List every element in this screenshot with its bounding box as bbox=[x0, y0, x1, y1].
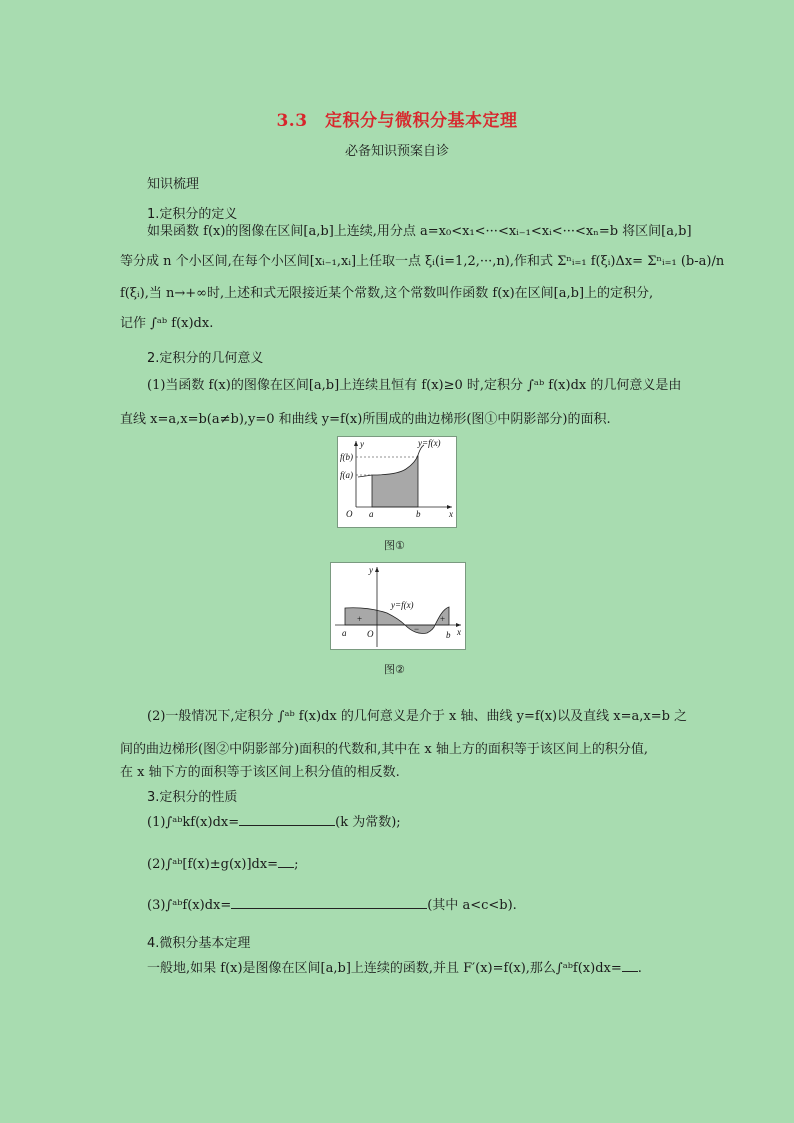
fig1-curve-label: y=f(x) bbox=[418, 438, 441, 448]
prop-1-suffix: (k 为常数); bbox=[335, 815, 401, 830]
fig2-tick-b: b bbox=[446, 630, 451, 640]
section-label: 知识梳理 bbox=[147, 177, 200, 192]
fig2-minus: − bbox=[414, 624, 420, 634]
figure-1-graph bbox=[338, 437, 456, 527]
prop-3-blank[interactable] bbox=[231, 895, 427, 909]
figure-2-graph bbox=[331, 563, 465, 649]
fig2-shaded-area-1 bbox=[345, 608, 405, 625]
prop-2-prefix: (2)∫ᵃᵇ[f(x)±g(x)]dx= bbox=[147, 857, 279, 872]
fig2-x-label: x bbox=[457, 627, 461, 637]
prop-1-blank[interactable] bbox=[239, 812, 335, 826]
fig2-plus-1: + bbox=[357, 614, 363, 624]
s4-heading: 4.微积分基本定理 bbox=[147, 936, 251, 951]
fig1-tick-fa: f(a) bbox=[340, 470, 353, 480]
fig1-caption: 图① bbox=[384, 539, 405, 552]
fig2-y-label: y bbox=[369, 565, 373, 575]
page-subtitle: 必备知识预案自诊 bbox=[344, 144, 449, 159]
prop-2 bbox=[147, 854, 298, 875]
fig1-origin: O bbox=[346, 509, 353, 519]
s1-line3: f(ξᵢ),当 n→+∞时,上述和式无限接近某个常数,这个常数叫作函数 f(x)在区间[a,b]上的定积分, bbox=[120, 286, 654, 301]
prop-3-suffix: (其中 a<c<b). bbox=[427, 898, 517, 913]
fig1-x-label: x bbox=[449, 509, 453, 519]
s2-p2-line1: (2)一般情况下,定积分 ∫ᵃᵇ f(x)dx 的几何意义是介于 x 轴、曲线 y=f(x)以及直线 x=a,x=b 之 bbox=[147, 709, 688, 724]
prop-3-prefix: (3)∫ᵃᵇf(x)dx= bbox=[147, 898, 232, 913]
prop-3 bbox=[147, 895, 517, 916]
s3-heading: 3.定积分的性质 bbox=[147, 790, 238, 805]
s2-p2-line2: 间的曲边梯形(图②中阴影部分)面积的代数和,其中在 x 轴上方的面积等于该区间上的积分值, bbox=[120, 742, 649, 757]
fig2-tick-a: a bbox=[342, 628, 347, 638]
fig2-plus-2: + bbox=[440, 614, 446, 624]
s1-heading: 1.定积分的定义 bbox=[147, 207, 238, 222]
fig1-y-label: y bbox=[360, 439, 364, 449]
s1-line1: 如果函数 f(x)的图像在区间[a,b]上连续,用分点 a=x₀<x₁<···<xᵢ₋₁<xᵢ<···<xₙ=b 将区间[a,b] bbox=[147, 224, 692, 239]
fig2-curve-label: y=f(x) bbox=[391, 600, 414, 610]
s4-blank[interactable] bbox=[622, 958, 638, 972]
prop-2-suffix: ; bbox=[294, 857, 299, 872]
fig1-tick-fb: f(b) bbox=[340, 452, 353, 462]
s1-line4: 记作 ∫ᵃᵇ f(x)dx. bbox=[120, 316, 214, 331]
fig2-caption: 图② bbox=[384, 663, 405, 676]
s2-p1-line2: 直线 x=a,x=b(a≠b),y=0 和曲线 y=f(x)所围成的曲边梯形(图①中阴影部分)的面积. bbox=[120, 412, 611, 427]
prop-1-prefix: (1)∫ᵃᵇkf(x)dx= bbox=[147, 815, 240, 830]
fig2-origin: O bbox=[367, 629, 374, 639]
page-title: 3.3 定积分与微积分基本定理 bbox=[276, 111, 518, 131]
s4-line1 bbox=[147, 958, 642, 979]
figure-2 bbox=[330, 562, 466, 650]
s2-p2-line3: 在 x 轴下方的面积等于该区间上积分值的相反数. bbox=[120, 765, 400, 780]
fig1-tick-b: b bbox=[416, 509, 421, 519]
figure-1 bbox=[337, 436, 457, 528]
s4-line1-suffix: . bbox=[637, 961, 642, 976]
prop-1 bbox=[147, 812, 401, 833]
fig1-shaded-area bbox=[372, 455, 418, 507]
fig1-tick-a: a bbox=[369, 509, 374, 519]
s2-heading: 2.定积分的几何意义 bbox=[147, 351, 264, 366]
s2-p1-line1: (1)当函数 f(x)的图像在区间[a,b]上连续且恒有 f(x)≥0 时,定积分 ∫ᵃᵇ f(x)dx 的几何意义是由 bbox=[147, 378, 682, 393]
fig2-shaded-area-2 bbox=[405, 625, 435, 634]
s4-line1-prefix: 一般地,如果 f(x)是图像在区间[a,b]上连续的函数,并且 F′(x)=f(x),那么∫ᵃᵇf(x)dx= bbox=[147, 961, 622, 976]
s1-line2: 等分成 n 个小区间,在每个小区间[xᵢ₋₁,xᵢ]上任取一点 ξᵢ(i=1,2,···,n),作和式 Σⁿᵢ₌₁ f(ξᵢ)Δx= Σⁿᵢ₌₁ (b-a)/n bbox=[120, 254, 725, 269]
prop-2-blank[interactable] bbox=[278, 854, 294, 868]
